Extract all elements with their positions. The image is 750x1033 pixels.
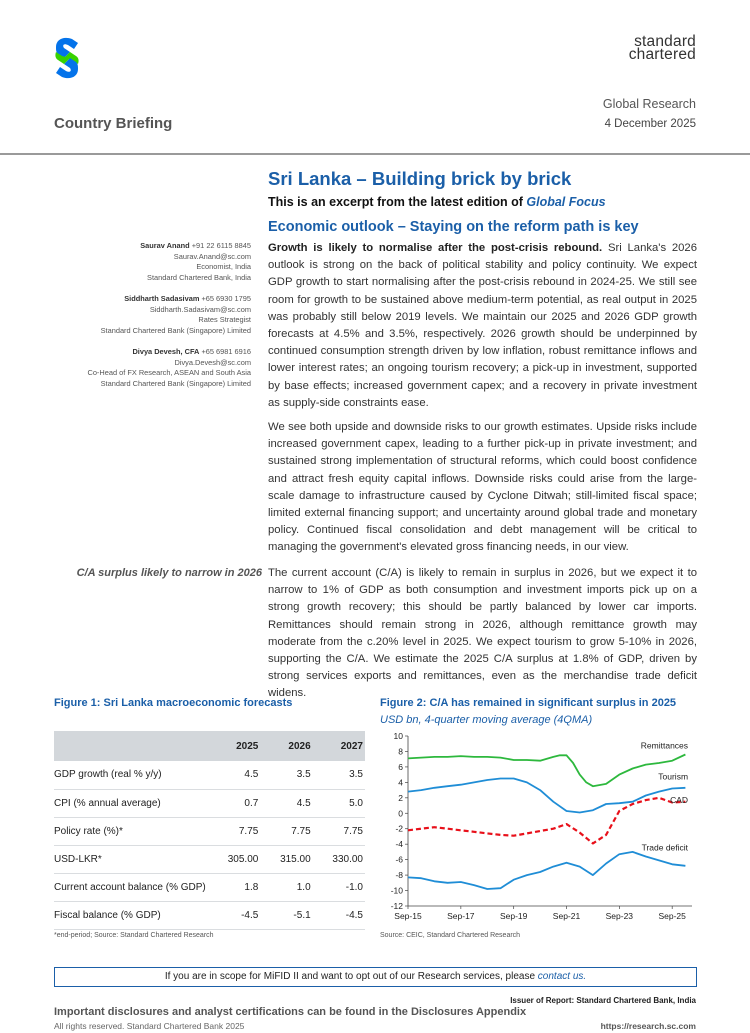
table-cell: -5.1 <box>260 901 312 929</box>
section-heading: Economic outlook – Staying on the reform path is key <box>268 219 639 235</box>
paragraph-text: Sri Lanka's 2026 outlook is strong on the back of political stability and policy continuity. We expect GDP growth to start normalising after the post-crisis rebound in 2024-25. We still see room for growth to be sustained above medium-term potential, as real output in 2025 was probably still below 2019 levels. We maintain our 2025 and 2026 GDP growth forecasts at 4.5% and 3.5%, respectively. 2026 growth should be underpinned by continued consumption strength driven by low inflation, robust remittance inflows and lower interest rates; an ongoing tourism recovery; a pick-up in investment, supported by base effects; increased government capex; and a recovery in private investment as supply-side constraints ease. <box>268 242 697 409</box>
y-tick-label: -6 <box>395 854 403 865</box>
table-cell: 4.5 <box>208 761 260 789</box>
y-tick-label: -10 <box>390 885 403 896</box>
forecast-table <box>54 731 365 930</box>
table-cell: 1.8 <box>208 873 260 901</box>
report-date: 4 December 2025 <box>604 118 696 130</box>
header-divider <box>0 153 750 155</box>
excerpt-note <box>268 195 606 209</box>
author-name: Divya Devesh, CFA <box>132 347 200 356</box>
row-label: CPI (% annual average) <box>54 789 208 817</box>
author-role: Co-Head of FX Research, ASEAN and South Asia <box>87 368 251 377</box>
table-cell: 315.00 <box>260 845 312 873</box>
disclosure-note: Important disclosures and analyst certifications can be found in the Disclosures Appendix <box>54 1006 527 1018</box>
x-tick-label: Sep-21 <box>552 911 581 921</box>
table-header-row <box>54 731 365 761</box>
column-header: 2025 <box>208 731 260 761</box>
paragraph-current-account: The current account (C/A) is likely to remain in surplus in 2026, but we expect it to narrow to 1% of GDP as both consumption and investment imports pick up on a strong growth recovery; this should be partly balanced by lower car imports. Remittances should remain strong in 2026, although remittance growth may moderate from the c.20% level in 2025. We expect tourism to grow 5-10% in 2026, supporting the C/A. We estimate the 2025 C/A surplus at 1.8% of GDP, driven by strong services exports and remittances, even as the merchandise trade deficit widens. <box>268 567 697 700</box>
margin-sidenote: C/A surplus likely to narrow in 2026 <box>76 567 262 579</box>
table-row <box>54 845 365 873</box>
optout-text: If you are in scope for MiFID II and want to opt out of our Research services, please <box>164 971 538 982</box>
page-title: Sri Lanka – Building brick by brick <box>268 168 572 189</box>
author-role: Rates Strategist <box>198 315 251 324</box>
brand-line-2: chartered <box>628 46 696 63</box>
figure1-source: *end-period; Source: Standard Chartered Research <box>54 932 214 939</box>
row-label: Policy rate (%)* <box>54 817 208 845</box>
table-cell: -4.5 <box>313 901 365 929</box>
table-cell: 330.00 <box>313 845 365 873</box>
x-tick-label: Sep-23 <box>605 911 634 921</box>
x-tick-label: Sep-19 <box>499 911 528 921</box>
author-block <box>50 241 251 283</box>
column-header <box>54 731 208 761</box>
series-label: Tourism <box>658 771 689 782</box>
author-block <box>50 294 251 336</box>
table-cell: 5.0 <box>313 789 365 817</box>
y-tick-label: 10 <box>393 731 403 741</box>
series-label: Remittances <box>640 740 689 751</box>
series-line-remittances <box>408 755 685 787</box>
table-row <box>54 817 365 845</box>
copyright-note: All rights reserved. Standard Chartered Bank 2025 <box>54 1021 245 1031</box>
author-org: Standard Chartered Bank, India <box>147 272 251 282</box>
table-row <box>54 761 365 789</box>
figure2-title: Figure 2: C/A has remained in significant surplus in 2025 <box>380 697 677 709</box>
x-tick-label: Sep-17 <box>447 911 475 921</box>
table-cell: 4.5 <box>260 789 312 817</box>
y-tick-label: -4 <box>395 839 403 850</box>
excerpt-prefix: This is an excerpt from the latest edition of <box>268 195 527 209</box>
paragraph-growth <box>268 240 697 412</box>
author-email[interactable]: Siddharth.Sadasivam@sc.com <box>149 304 251 314</box>
author-email[interactable]: Divya.Devesh@sc.com <box>174 357 251 367</box>
mifid-optout-banner <box>54 967 697 987</box>
author-org: Standard Chartered Bank (Singapore) Limited <box>100 378 251 388</box>
table-cell: -4.5 <box>208 901 260 929</box>
author-email[interactable]: Saurav.Anand@sc.com <box>173 251 251 261</box>
y-tick-label: -12 <box>390 901 403 911</box>
table-cell: 7.75 <box>208 817 260 845</box>
table-row <box>54 789 365 817</box>
issuer-note: Issuer of Report: Standard Chartered Bank, India <box>510 996 696 1005</box>
series-line-trade-deficit <box>408 852 685 889</box>
table-cell: 3.5 <box>260 761 312 789</box>
table-cell: 0.7 <box>208 789 260 817</box>
row-label: Fiscal balance (% GDP) <box>54 901 208 929</box>
series-line-tourism <box>408 779 685 813</box>
figure2-source: Source: CEIC, Standard Chartered Research <box>380 932 521 939</box>
ca-line-chart <box>370 728 700 928</box>
y-tick-label: 8 <box>398 746 403 757</box>
row-label: GDP growth (real % y/y) <box>54 761 208 789</box>
author-phone: +65 6981 6916 <box>201 347 251 356</box>
global-focus-link[interactable]: Global Focus <box>526 195 606 209</box>
author-org: Standard Chartered Bank (Singapore) Limited <box>100 325 251 335</box>
table-cell: 3.5 <box>313 761 365 789</box>
table-row <box>54 873 365 901</box>
table-cell: 7.75 <box>313 817 365 845</box>
contact-us-link[interactable]: contact us. <box>537 971 587 982</box>
y-tick-label: 2 <box>398 792 403 803</box>
author-phone: +65 6930 1795 <box>201 294 251 303</box>
author-name: Saurav Anand <box>140 241 190 250</box>
paragraph-risks: We see both upside and downside risks to our growth estimates. Upside risks include increased government capex, leading to a further pick-up in private investment; and sustained strong implementation of structural reforms, which could boost confidence and attract fresh equity capital inflows. Downside risks could arise from the large-scale damage to infrastructure caused by Cyclone Ditwah; still-limited fiscal space; limited external financing support; and uncertainty around global trade and monetary policy. Continued fiscal consolidation and debt management will be critical to managing the government's elevated gross financing needs, in our view. <box>268 421 697 554</box>
series-line-cad <box>408 798 685 844</box>
series-label: CAD <box>670 795 689 806</box>
row-label: USD-LKR* <box>54 845 208 873</box>
figure2-subtitle: USD bn, 4-quarter moving average (4QMA) <box>380 714 593 726</box>
table-cell: 7.75 <box>260 817 312 845</box>
author-list <box>50 241 251 400</box>
paragraph-lead: Growth is likely to normalise after the post-crisis rebound. <box>268 242 603 254</box>
y-tick-label: 6 <box>398 761 403 772</box>
research-unit: Global Research <box>602 97 696 111</box>
table-cell: 305.00 <box>208 845 260 873</box>
row-label: Current account balance (% GDP) <box>54 873 208 901</box>
x-tick-label: Sep-25 <box>658 911 686 921</box>
table-cell: 1.0 <box>260 873 312 901</box>
y-tick-label: 0 <box>398 808 403 819</box>
author-phone: +91 22 6115 8845 <box>191 241 251 250</box>
table-row <box>54 901 365 929</box>
y-tick-label: -2 <box>395 823 403 834</box>
research-url-link[interactable]: https://research.sc.com <box>600 1021 696 1031</box>
column-header: 2026 <box>260 731 312 761</box>
brand-wordmark <box>629 35 696 61</box>
table-cell: -1.0 <box>313 873 365 901</box>
y-tick-label: 4 <box>398 777 403 788</box>
column-header: 2027 <box>313 731 365 761</box>
report-type: Country Briefing <box>54 115 173 132</box>
x-tick-label: Sep-15 <box>394 911 422 921</box>
author-block <box>50 347 251 389</box>
series-label: Trade deficit <box>641 842 689 853</box>
author-role: Economist, India <box>196 262 251 271</box>
brand-line-1: standard <box>634 33 696 50</box>
figure1-title: Figure 1: Sri Lanka macroeconomic forecasts <box>54 697 293 709</box>
author-name: Siddharth Sadasivam <box>124 294 200 303</box>
y-tick-label: -8 <box>395 870 403 881</box>
standard-chartered-logo-icon <box>52 36 82 80</box>
